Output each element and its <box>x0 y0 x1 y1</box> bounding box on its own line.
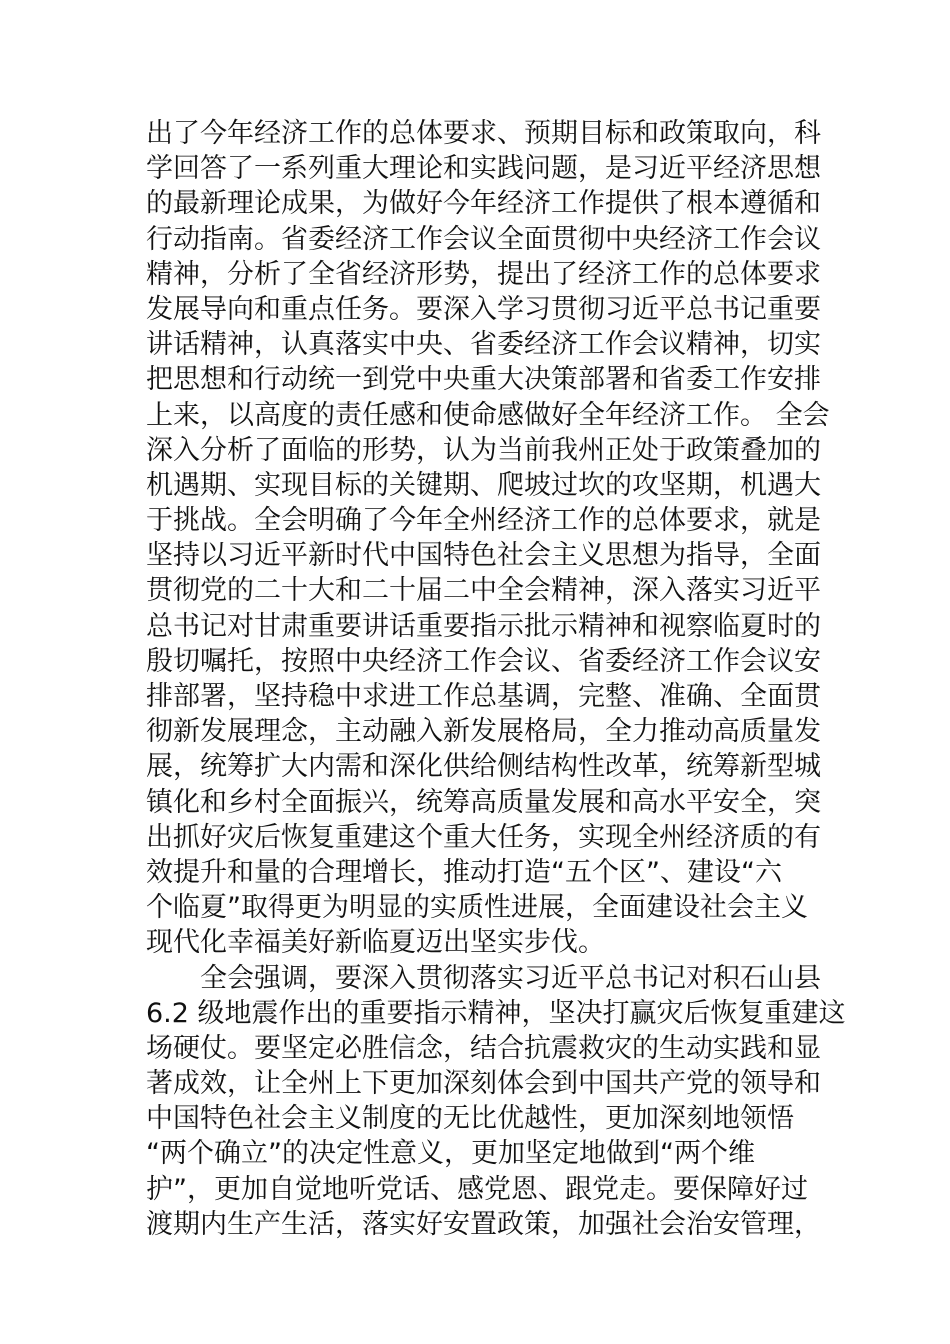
body-text <box>146 116 846 1242</box>
text-line: 总书记对甘肃重要讲话重要指示批示精神和视察临夏时的 <box>146 610 821 642</box>
text-line: 讲话精神，认真落实中央、省委经济工作会议精神，切实 <box>146 329 821 361</box>
text-line: 排部署，坚持稳中求进工作总基调，完整、准确、全面贯 <box>146 681 821 712</box>
text-line: 的最新理论成果，为做好今年经济工作提供了根本遵循和 <box>146 188 821 220</box>
text-line: 中国特色社会主义制度的无比优越性，更加深刻地领悟 <box>146 1103 794 1135</box>
text-line: 现代化幸福美好新临夏迈出坚实步伐。 <box>146 927 605 959</box>
text-line: 坚持以习近平新时代中国特色社会主义思想为指导，全面 <box>146 540 821 572</box>
text-line: 上来，以高度的责任感和使命感做好全年经济工作。 全会 <box>146 399 830 431</box>
text-line: 场硬仗。要坚定必胜信念，结合抗震救灾的生动实践和显 <box>146 1032 821 1064</box>
text-line: 效提升和量的合理增长，推动打造“五个区”、建设“六 <box>146 856 782 888</box>
text-line: 护”，更加自觉地听党话、感党恩、跟党走。要保障好过 <box>146 1173 808 1205</box>
text-line: 出了今年经济工作的总体要求、预期目标和政策取向，科 <box>146 118 821 149</box>
text-line: 发展导向和重点任务。要深入学习贯彻习近平总书记重要 <box>146 293 821 325</box>
text-line: 殷切嘱托，按照中央经济工作会议、省委经济工作会议安 <box>146 645 821 677</box>
text-line: 著成效，让全州上下更加深刻体会到中国共产党的领导和 <box>146 1068 821 1100</box>
text-line: 行动指南。省委经济工作会议全面贯彻中央经济工作会议 <box>146 223 821 255</box>
text-line: 于挑战。全会明确了今年全州经济工作的总体要求，就是 <box>146 505 821 537</box>
text-line: 个临夏”取得更为明显的实质性进展，全面建设社会主义 <box>146 892 808 924</box>
text-line: 全会强调，要深入贯彻落实习近平总书记对积石山县 <box>146 962 821 994</box>
text-line: 渡期内生产生活，落实好安置政策，加强社会治安管理， <box>146 1208 821 1240</box>
text-line: 6.2 级地震作出的重要指示精神，坚决打赢灾后恢复重建这 <box>146 997 846 1029</box>
text-line: 精神，分析了全省经济形势，提出了经济工作的总体要求 <box>146 258 821 290</box>
text-line: 镇化和乡村全面振兴，统筹高质量发展和高水平安全，突 <box>146 786 821 818</box>
text-line: 深入分析了面临的形势，认为当前我州正处于政策叠加的 <box>146 434 821 466</box>
text-line: 展，统筹扩大内需和深化供给侧结构性改革，统筹新型城 <box>146 751 821 783</box>
text-line: 贯彻党的二十大和二十届二中全会精神，深入落实习近平 <box>146 575 821 607</box>
text-line: “两个确立”的决定性意义，更加坚定地做到“两个维 <box>146 1138 755 1170</box>
text-line: 学回答了一系列重大理论和实践问题，是习近平经济思想 <box>146 153 821 185</box>
text-line: 把思想和行动统一到党中央重大决策部署和省委工作安排 <box>146 364 821 396</box>
text-line: 机遇期、实现目标的关键期、爬坡过坎的攻坚期，机遇大 <box>146 469 821 501</box>
text-line: 出抓好灾后恢复重建这个重大任务，实现全州经济质的有 <box>146 821 821 853</box>
text-line: 彻新发展理念，主动融入新发展格局，全力推动高质量发 <box>146 716 821 748</box>
